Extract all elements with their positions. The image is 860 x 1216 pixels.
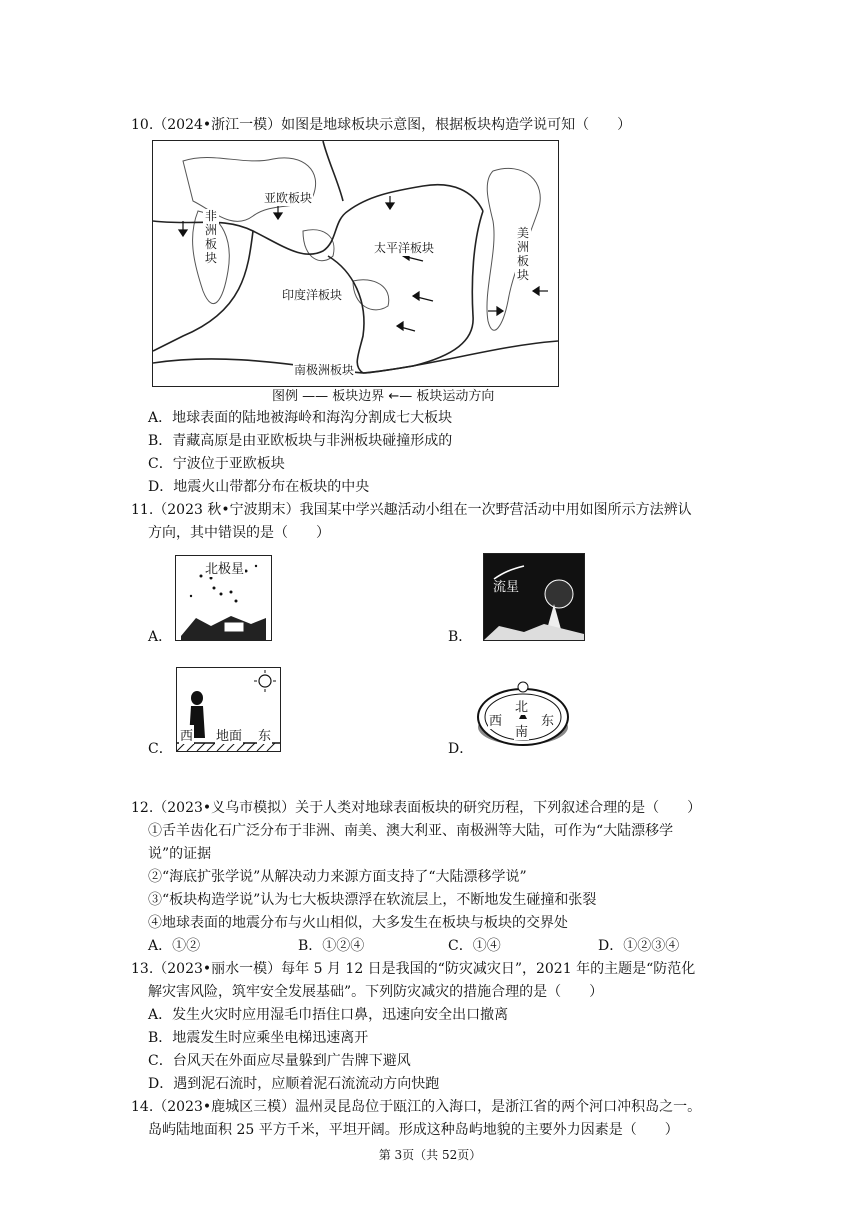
shadow-ground-label: 地面 (215, 725, 243, 744)
q12-statement-4: ④地球表面的地震分布与火山相似，大多发生在板块与板块的交界处 (148, 915, 568, 931)
q11-option-b-label: B． (448, 629, 473, 645)
q12-statement-3: ③“板块构造学说”认为七大板块漂浮在软流层上，不断地发生碰撞和张裂 (148, 892, 597, 908)
q13-stem-line2: 解灾害风险，筑牢安全发展基础”。下列防灾减灾的措施合理的是（ ） (148, 984, 604, 1000)
shadow-image (176, 667, 281, 752)
label-african-plate: 非洲板块 (204, 209, 217, 265)
q13-option-a: A．发生火灾时应用湿毛巾捂住口鼻，迅速向安全出口撤离 (148, 1007, 509, 1023)
q12-option-a: A．①② (148, 938, 201, 954)
q13-option-d: D．遇到泥石流时，应顺着泥石流流动方向快跑 (148, 1076, 440, 1092)
q12-statement-2: ②“海底扩张学说”从解决动力来源方面支持了“大陆漂移学说” (148, 869, 527, 885)
compass-image (476, 669, 570, 749)
q14-stem-line2: 岛屿陆地面积 25 平方千米，平坦开阔。形成这种岛屿地貌的主要外力因素是（ ） (148, 1122, 679, 1138)
shadow-west-label: 西 (179, 725, 194, 744)
meteor-image (483, 553, 585, 641)
q13-stem-line1: 13.（2023•丽水一模）每年 5 月 12 日是我国的“防灾减灾日”，2021 年的主题是“防范化 (131, 961, 696, 977)
q13-option-b: B．地震发生时应乘坐电梯迅速离开 (148, 1030, 369, 1046)
compass-west-label: 西 (488, 710, 503, 729)
q12-option-c: C．①④ (448, 938, 501, 954)
compass-south-label: 南 (514, 721, 529, 740)
q10-option-c: C．宁波位于亚欧板块 (148, 456, 285, 472)
q11-option-d-label: D． (448, 741, 474, 757)
north-star-image (175, 555, 272, 641)
q14-stem-line1: 14.（2023•鹿城区三模）温州灵昆岛位于瓯江的入海口，是浙江省的两个河口冲积岛之一。 (131, 1099, 702, 1115)
label-american-plate: 美洲板块 (516, 226, 529, 282)
page-number: 第 3页（共 52页） (378, 1148, 482, 1162)
north-star-label: 北极星 (204, 558, 245, 577)
q12-option-d: D．①②③④ (598, 938, 680, 954)
label-pacific-plate: 太平洋板块 (374, 241, 435, 255)
q12-option-b: B．①②④ (298, 938, 365, 954)
q12-statement-1a: ①舌羊齿化石广泛分布于非洲、南美、澳大利亚、南极洲等大陆，可作为“大陆漂移学 (148, 823, 674, 839)
q11-option-c-label: C． (148, 741, 173, 757)
plate-map (152, 140, 559, 387)
meteor-label: 流星 (493, 580, 520, 595)
q12-stem: 12.（2023•义乌市模拟）关于人类对地球表面板块的研究历程，下列叙述合理的是（ ） (131, 800, 702, 816)
shadow-east-label: 东 (257, 725, 272, 744)
q11-stem-line1: 11.（2023 秋•宁波期末）我国某中学兴趣活动小组在一次野营活动中用如图所示方法辨认 (131, 502, 692, 518)
q13-option-c: C．台风天在外面应尽量躲到广告牌下避风 (148, 1053, 411, 1069)
compass-north-label: 北 (514, 696, 529, 715)
q10-option-b: B．青藏高原是由亚欧板块与非洲板块碰撞形成的 (148, 433, 453, 449)
q11-option-a-label: A． (148, 629, 173, 645)
compass-east-label: 东 (540, 710, 555, 729)
q10-option-d: D．地震火山带都分布在板块的中央 (148, 479, 370, 495)
q11-stem-line2: 方向，其中错误的是（ ） (148, 525, 330, 541)
label-indian-plate: 印度洋板块 (282, 288, 343, 302)
label-eurasian-plate: 亚欧板块 (264, 191, 313, 205)
q10-stem: 10.（2024•浙江一模）如图是地球板块示意图，根据板块构造学说可知（ ） (131, 117, 632, 133)
q12-statement-1b: 说”的证据 (148, 846, 212, 862)
label-antarctic-plate: 南极洲板块 (294, 363, 355, 377)
map-legend: 图例 —— 板块边界 ←— 板块运动方向 (272, 389, 495, 404)
q10-option-a: A．地球表面的陆地被海岭和海沟分割成七大板块 (148, 410, 453, 426)
